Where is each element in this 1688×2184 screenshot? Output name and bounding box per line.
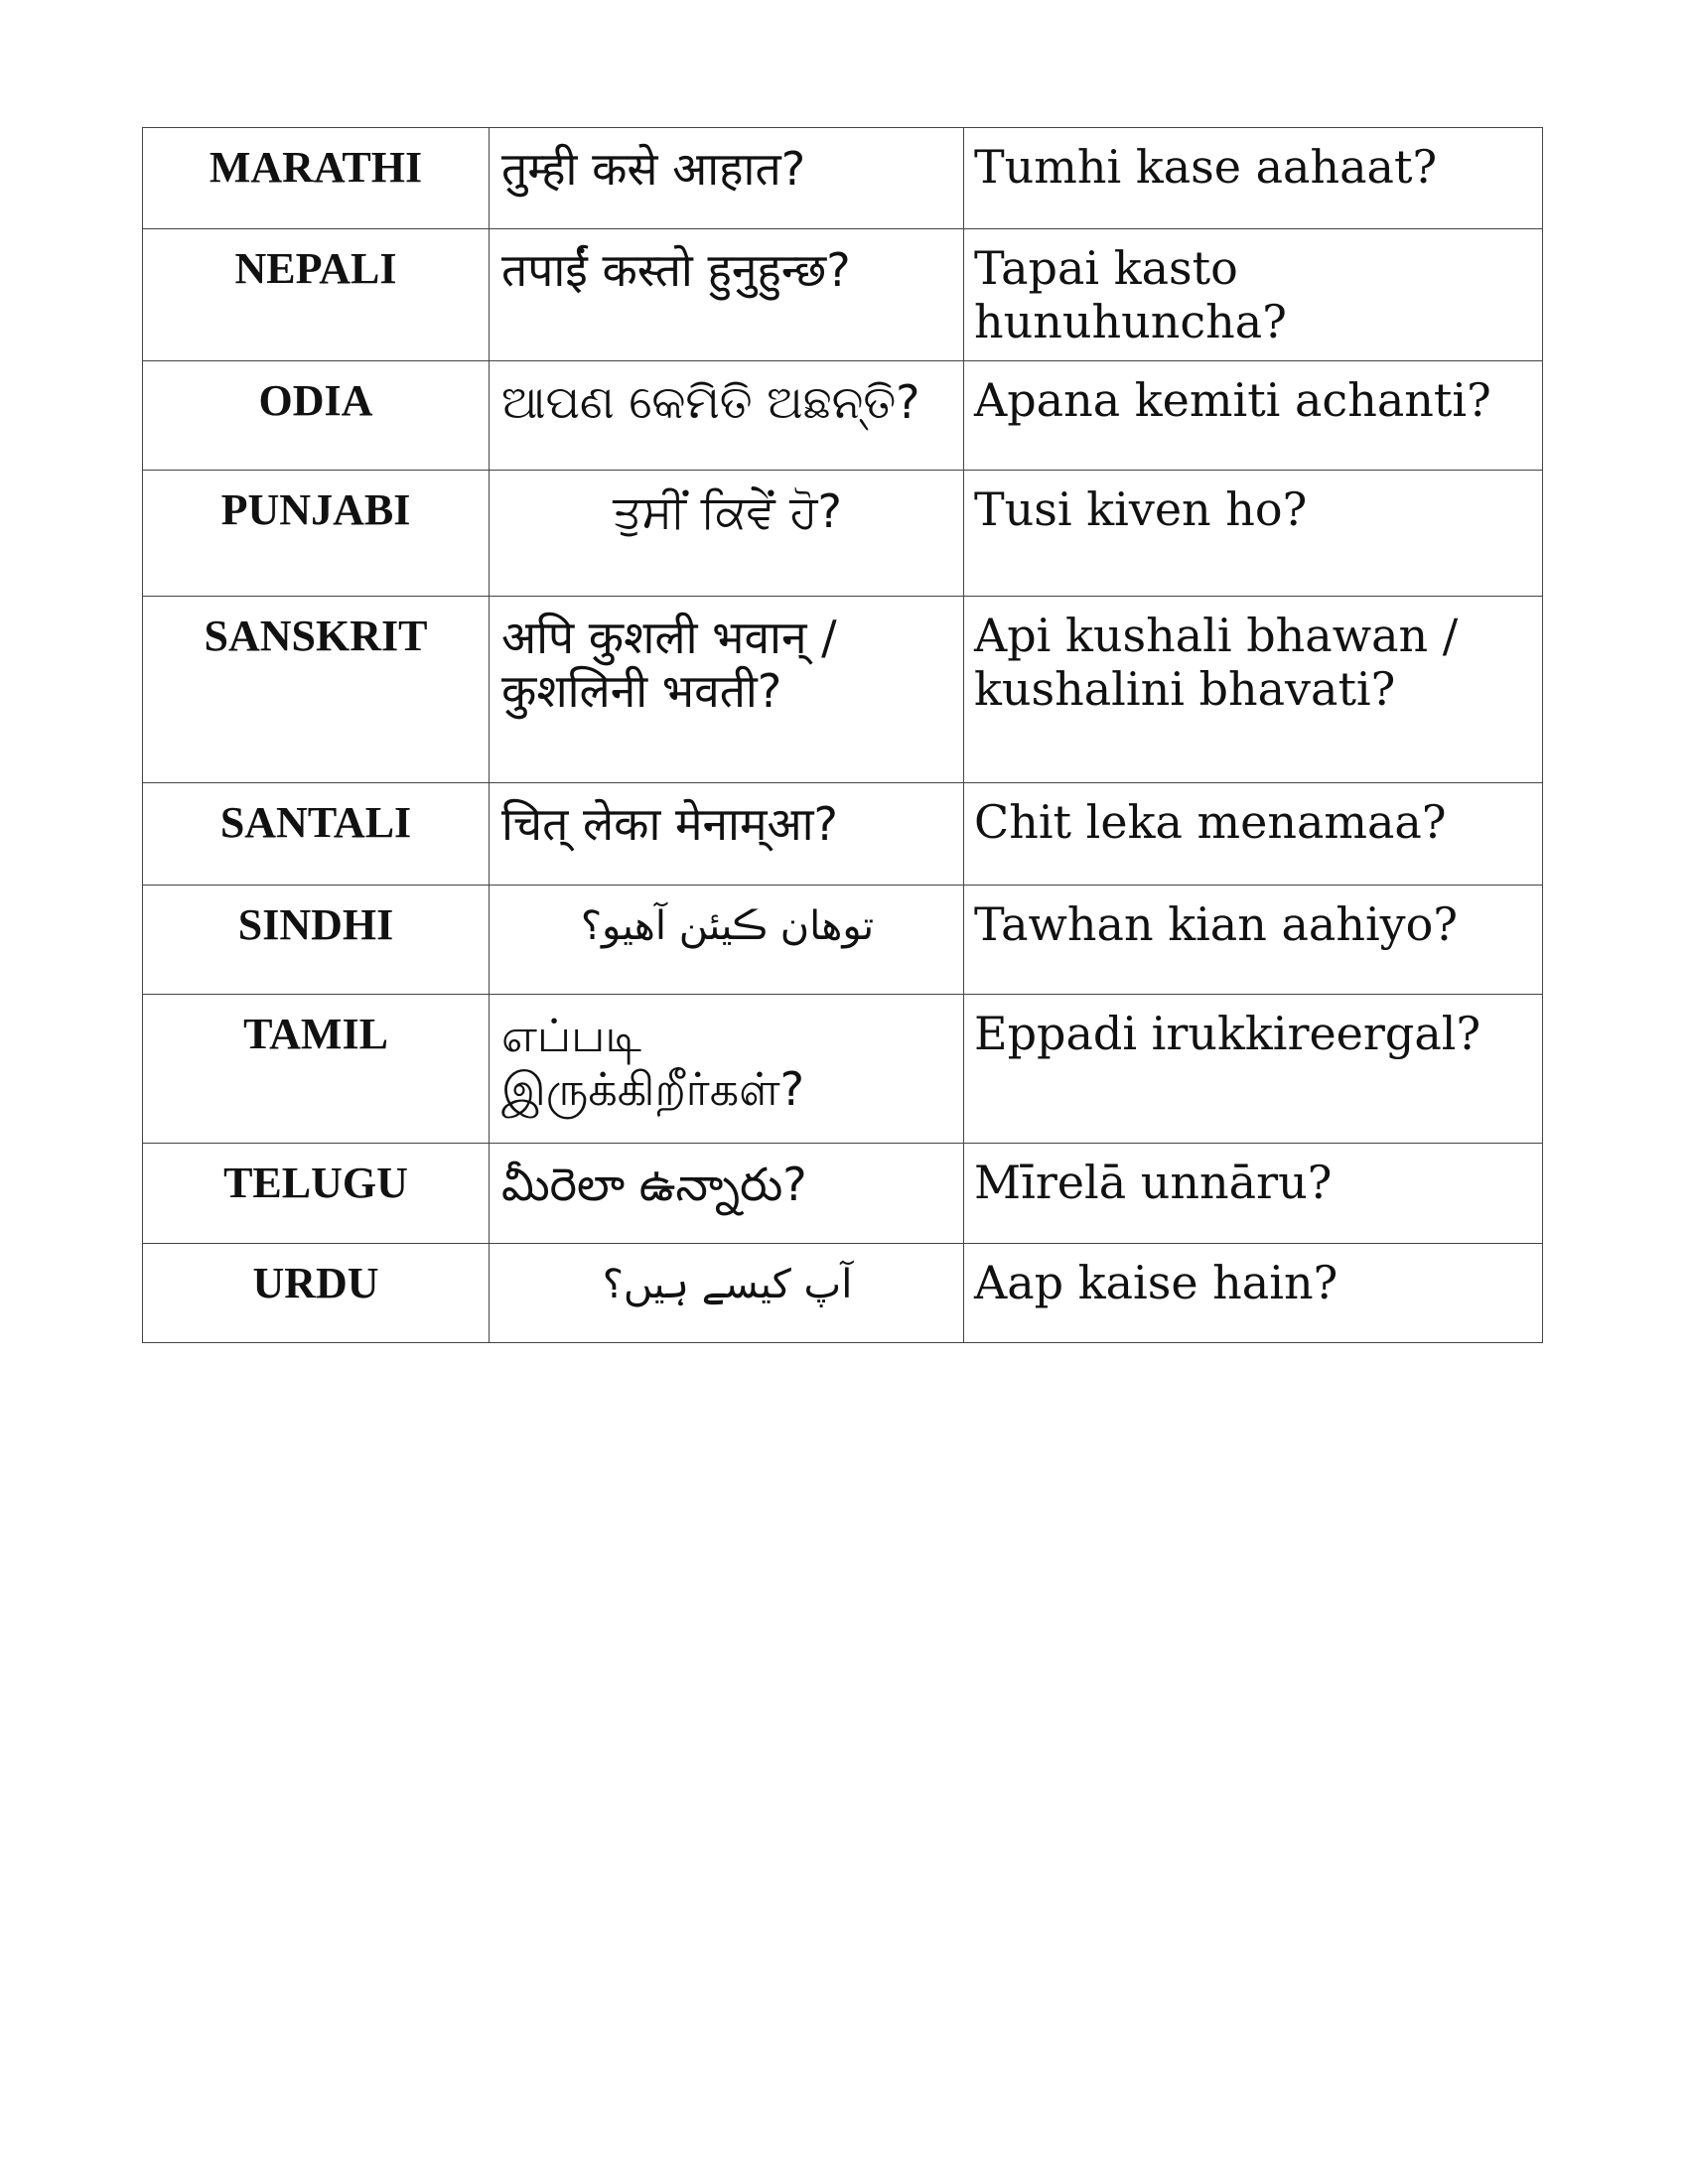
language-cell: ODIA [143,361,490,471]
table-row [143,783,1543,886]
native-script-cell: எப்படி இருக்கிறீர்கள்? [490,995,964,1144]
transliteration-cell: Tapai kasto hunuhuncha? [964,229,1543,361]
table-row [143,1244,1543,1343]
native-script-cell: चित् लेका मेनाम्आ? [490,783,964,886]
transliteration-cell: Eppadi irukkireergal? [964,995,1543,1144]
phrase-table [142,127,1543,1343]
language-cell: TELUGU [143,1144,490,1244]
table-row [143,471,1543,597]
language-cell: MARATHI [143,128,490,229]
native-script-cell: توهان ڪيئن آهيو؟ [490,886,964,995]
table-row [143,1144,1543,1244]
table-row [143,229,1543,361]
native-script-cell: آپ کیسے ہیں؟ [490,1244,964,1343]
native-script-cell: तुम्ही कसे आहात? [490,128,964,229]
language-cell: SANTALI [143,783,490,886]
transliteration-cell: Chit leka menamaa? [964,783,1543,886]
transliteration-cell: Mīrelā unnāru? [964,1144,1543,1244]
native-script-cell: మీరెలా ఉన్నారు? [490,1144,964,1244]
table-row [143,597,1543,783]
language-cell: URDU [143,1244,490,1343]
transliteration-cell: Apana kemiti achanti? [964,361,1543,471]
native-script-cell: ਤੁਸੀਂ ਕਿਵੇਂ ਹੋ? [490,471,964,597]
language-cell: NEPALI [143,229,490,361]
transliteration-cell: Aap kaise hain? [964,1244,1543,1343]
table-row [143,886,1543,995]
table-row [143,995,1543,1144]
native-script-cell: ଆପଣ କେମିତି ଅଛନ୍ତି? [490,361,964,471]
transliteration-cell: Tumhi kase aahaat? [964,128,1543,229]
native-script-cell: अपि कुशली भवान् /कुशलिनी भवती? [490,597,964,783]
language-cell: SINDHI [143,886,490,995]
language-cell: SANSKRIT [143,597,490,783]
transliteration-cell: Tawhan kian aahiyo? [964,886,1543,995]
table-row [143,361,1543,471]
language-cell: TAMIL [143,995,490,1144]
language-cell: PUNJABI [143,471,490,597]
transliteration-cell: Api kushali bhawan / kushalini bhavati? [964,597,1543,783]
transliteration-cell: Tusi kiven ho? [964,471,1543,597]
table-row [143,128,1543,229]
native-script-cell: तपाईं कस्तो हुनुहुन्छ? [490,229,964,361]
